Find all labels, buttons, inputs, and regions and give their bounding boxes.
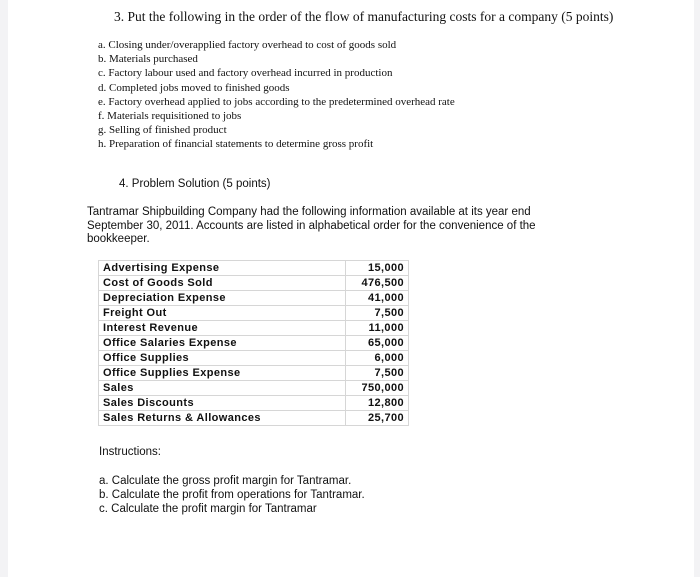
account-name: Sales Discounts bbox=[99, 396, 346, 411]
table-row bbox=[99, 381, 409, 396]
account-value: 25,700 bbox=[346, 411, 409, 426]
account-value: 476,500 bbox=[346, 276, 409, 291]
table-row bbox=[99, 306, 409, 321]
list-item: e. Factory overhead applied to jobs according to the predetermined overhead rate bbox=[98, 95, 455, 108]
accounts-table bbox=[98, 260, 409, 426]
account-name: Sales bbox=[99, 381, 346, 396]
table-row bbox=[99, 336, 409, 351]
list-item: f. Materials requisitioned to jobs bbox=[98, 110, 242, 123]
table-row bbox=[99, 261, 409, 276]
account-name: Interest Revenue bbox=[99, 321, 346, 336]
table-row bbox=[99, 321, 409, 336]
account-value: 7,500 bbox=[346, 366, 409, 381]
table-row bbox=[99, 396, 409, 411]
instructions-heading: Instructions: bbox=[99, 446, 161, 458]
list-item: b. Materials purchased bbox=[98, 53, 198, 66]
table-row bbox=[99, 411, 409, 426]
list-item: h. Preparation of financial statements to determine gross profit bbox=[98, 138, 374, 151]
account-name: Sales Returns & Allowances bbox=[99, 411, 346, 426]
list-item: c. Factory labour used and factory overhead incurred in production bbox=[98, 67, 393, 80]
table-row bbox=[99, 366, 409, 381]
account-value: 65,000 bbox=[346, 336, 409, 351]
question-3-items bbox=[98, 38, 455, 152]
account-value: 750,000 bbox=[346, 381, 409, 396]
list-item: c. Calculate the profit margin for Tantramar bbox=[99, 503, 317, 515]
account-name: Freight Out bbox=[99, 306, 346, 321]
list-item: b. Calculate the profit from operations for Tantramar. bbox=[99, 489, 365, 501]
account-name: Depreciation Expense bbox=[99, 291, 346, 306]
account-value: 7,500 bbox=[346, 306, 409, 321]
account-name: Office Supplies Expense bbox=[99, 366, 346, 381]
table-row bbox=[99, 351, 409, 366]
account-name: Advertising Expense bbox=[99, 261, 346, 276]
account-value: 15,000 bbox=[346, 261, 409, 276]
problem-paragraph: Tantramar Shipbuilding Company had the following information available at its year end September 30, 2011. Accounts are listed in alphabetical order for the convenience of the bookkeeper. bbox=[87, 206, 536, 245]
account-value: 6,000 bbox=[346, 351, 409, 366]
account-value: 11,000 bbox=[346, 321, 409, 336]
account-value: 41,000 bbox=[346, 291, 409, 306]
table-row bbox=[99, 276, 409, 291]
document-page bbox=[8, 0, 694, 577]
account-name: Office Supplies bbox=[99, 351, 346, 366]
list-item: a. Calculate the gross profit margin for Tantramar. bbox=[99, 475, 352, 487]
list-item: g. Selling of finished product bbox=[98, 124, 227, 137]
instructions-list bbox=[99, 474, 365, 516]
list-item: a. Closing under/overapplied factory overhead to cost of goods sold bbox=[98, 39, 397, 51]
table-row bbox=[99, 291, 409, 306]
list-item: d. Completed jobs moved to finished goods bbox=[98, 81, 290, 94]
question-3-title: 3. Put the following in the order of the flow of manufacturing costs for a company (5 points) bbox=[114, 9, 614, 24]
account-value: 12,800 bbox=[346, 396, 409, 411]
question-4-title: 4. Problem Solution (5 points) bbox=[119, 178, 271, 190]
account-name: Office Salaries Expense bbox=[99, 336, 346, 351]
account-name: Cost of Goods Sold bbox=[99, 276, 346, 291]
